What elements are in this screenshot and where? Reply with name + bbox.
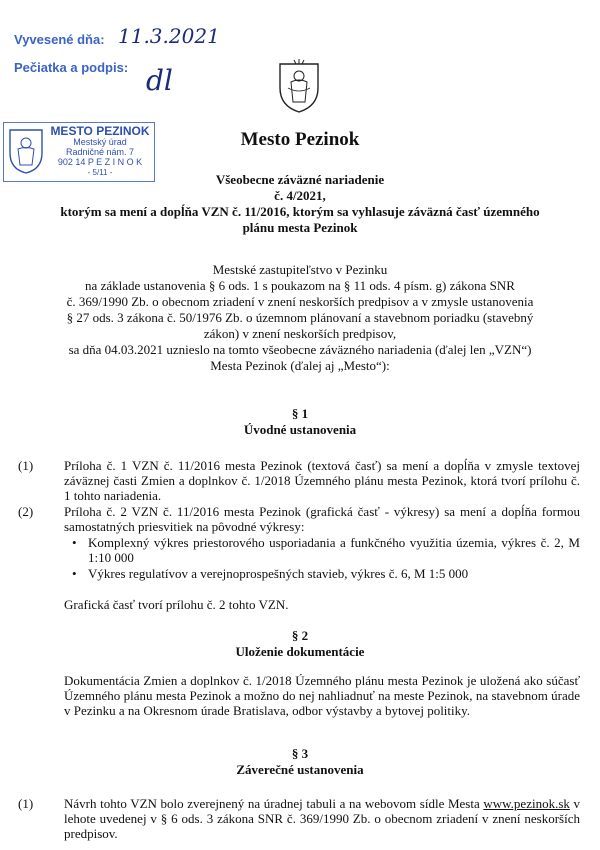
paragraph-number: (1) — [18, 458, 34, 473]
section-3-heading: Záverečné ustanovenia — [236, 762, 364, 777]
list-item: • Komplexný výkres priestorového usporiadania a funkčného využitia územia, výkres č. 2, M 1:10 000 — [72, 535, 580, 565]
regulation-subject: ktorým sa mení a dopĺňa VZN č. 11/2016, ktorým sa vyhlasuje záväzná časť územného — [60, 204, 540, 219]
stamp-line-2: Mestský úrad — [73, 137, 127, 147]
stamp-line-3: Radničné nám. 7 — [65, 147, 135, 157]
stamp-sign-label: Pečiatka a podpis: — [14, 60, 129, 75]
stamp-line-1: MESTO PEZINOK — [50, 124, 150, 138]
regulation-number: č. 4/2021, — [274, 188, 326, 203]
document-title: Mesto Pezinok — [240, 129, 360, 150]
website-link[interactable]: www.pezinok.sk — [483, 796, 570, 811]
signature: dl — [146, 64, 173, 97]
stamp-line-5: - 5/11 - — [87, 168, 113, 177]
posted-date: 11.3.2021 — [118, 24, 220, 48]
bullet-icon: • — [72, 566, 77, 581]
stamp-line-4: 902 14 P E Z I N O K — [57, 157, 143, 167]
section-2-text: Dokumentácia Zmien a doplnkov č. 1/2018 Územného plánu mesta Pezinok je uložená ako súčasť Územného plánu mesta Pezinok a možno do nej nahliadnuť na meste Pezinok, na stavebnom úrade v Pezinku a na Okresnom úrade Bratislava, odbor výstavby a bytovej politiky. — [64, 673, 580, 718]
intro-line: č. 369/1990 Zb. o obecnom zriadení v znení neskorších predpisov a v zmysle ustanovenia — [66, 294, 534, 309]
intro-line: Mesta Pezinok (ďalej aj „Mesto“): — [210, 358, 390, 373]
paragraph-number: (1) — [18, 796, 34, 811]
section-3-paragraph-1: (1) Návrh tohto VZN bolo zverejnený na úradnej tabuli a na webovom sídle Mesta www.pezinok.sk v lehote uvedenej v § 6 ods. 3 zákona SNR č. 369/1990 Zb. o obecnom zriadení v znení neskorších predpisov. — [18, 796, 581, 841]
intro-line: Mestské zastupiteľstvo v Pezinku — [212, 262, 388, 277]
paragraph-text: Príloha č. 1 VZN č. 11/2016 mesta Pezinok (textová časť) sa mení a dopĺňa v zmysle textovej záväznej časti Zmien a doplnkov č. 1/2018 Územného plánu mesta Pezinok, ktorá tvorí prílohu č. 1 tohto nariadenia. — [64, 458, 580, 503]
regulation-subject-cont: plánu mesta Pezinok — [242, 220, 358, 235]
paragraph-number: (2) — [18, 504, 34, 519]
intro-line: § 27 ods. 3 zákona č. 50/1976 Zb. o územnom plánovaní a stavebnom poriadku (stavebný — [66, 310, 534, 325]
list-item: • Výkres regulatívov a verejnoprospešných stavieb, výkres č. 6, M 1:5 000 — [72, 566, 469, 581]
posted-label: Vyvesené dňa: — [14, 32, 105, 47]
paragraph-text: Príloha č. 2 VZN č. 11/2016 mesta Pezinok (grafická časť - výkresy) sa mení a dopĺňa formou samostatných priesvitiek na pôvodné výkresy: — [64, 504, 580, 534]
regulation-type: Všeobecne záväzné nariadenie — [215, 172, 385, 187]
intro-line: zákon) v znení neskorších predpisov, — [203, 326, 397, 341]
section-2-heading: Uloženie dokumentácie — [235, 644, 365, 659]
section-1-paragraph-2 — [18, 504, 580, 534]
section-1-note: Grafická časť tvorí prílohu č. 2 tohto VZN. — [64, 597, 289, 612]
intro-line: sa dňa 04.03.2021 uznieslo na tomto všeobecne záväzného nariadenia (ďalej len „VZN“) — [68, 342, 532, 357]
bullet-icon: • — [72, 535, 77, 550]
section-1-paragraph-1 — [18, 458, 580, 503]
section-2-number: § 2 — [291, 628, 309, 643]
intro-line: na základe ustanovenia § 6 ods. 1 s poukazom na § 11 ods. 4 písm. g) zákona SNR — [85, 278, 515, 293]
coat-of-arms-icon — [276, 58, 322, 114]
section-1-heading: Úvodné ustanovenia — [243, 422, 357, 437]
section-3-number: § 3 — [291, 746, 309, 761]
section-1-number: § 1 — [291, 406, 309, 421]
